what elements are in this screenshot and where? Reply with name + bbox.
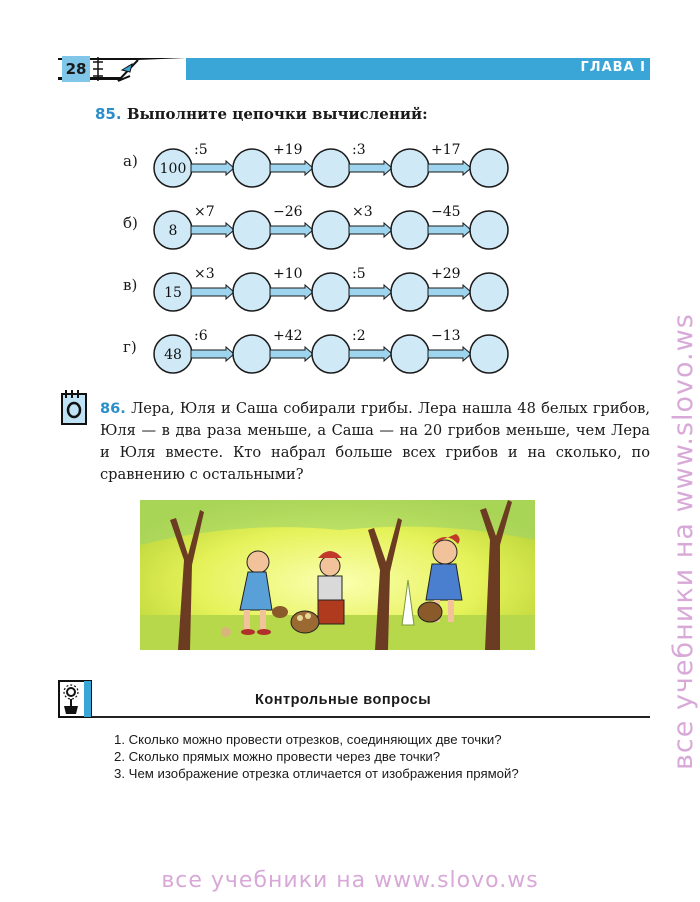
- chain-diagram: [151, 264, 531, 314]
- chain-answer-circle[interactable]: [391, 211, 429, 249]
- chain-letter: в): [123, 276, 138, 294]
- question-item: 3. Чем изображение отрезка отличается от изображения прямой?: [114, 766, 519, 781]
- chain-arrow: [349, 161, 392, 175]
- task-86: [100, 398, 650, 486]
- chain-answer-circle[interactable]: [470, 273, 508, 311]
- chain-operation: ×3: [194, 266, 215, 282]
- chain-arrow: [270, 347, 313, 361]
- chain-arrow: [191, 161, 234, 175]
- chain-answer-circle[interactable]: [233, 273, 271, 311]
- chain-arrow: [349, 347, 392, 361]
- question-item: 2. Сколько прямых можно провести через две точки?: [114, 749, 441, 764]
- task-86-text: Лера, Юля и Саша собирали грибы. Лера нашла 48 белых грибов, Юля — в два раза меньше, а Саша — на 20 грибов меньше, чем Лера и Юля вместе. Кто набрал больше всех грибов и на сколько, по сравнению с остальными?: [100, 400, 651, 483]
- chain-answer-circle[interactable]: [312, 335, 350, 373]
- chain-arrow: [349, 285, 392, 299]
- chain-arrow: [270, 223, 313, 237]
- chain-start-value: 100: [159, 161, 187, 177]
- chapter-title: ГЛАВА I: [580, 60, 646, 75]
- chain-operation: −13: [431, 328, 461, 344]
- chain-answer-circle[interactable]: [391, 149, 429, 187]
- spiral-icon: [92, 56, 104, 82]
- chain-answer-circle[interactable]: [312, 149, 350, 187]
- chain-answer-circle[interactable]: [312, 273, 350, 311]
- chain-diagram: [151, 326, 531, 376]
- chain-operation: +42: [273, 328, 303, 344]
- chain-arrow: [191, 223, 234, 237]
- chain-answer-circle[interactable]: [312, 211, 350, 249]
- chain-operation: +19: [273, 142, 303, 158]
- chain-row: [123, 140, 523, 190]
- chain-start-value: 15: [164, 285, 182, 301]
- bottom-watermark: все учебники на www.slovo.ws: [161, 868, 539, 893]
- chain-operation: +17: [431, 142, 461, 158]
- chain-arrow: [428, 223, 471, 237]
- chain-letter: г): [123, 338, 137, 356]
- chain-start-value: 48: [164, 347, 182, 363]
- chain-arrow: [428, 347, 471, 361]
- chain-operation: −45: [431, 204, 461, 220]
- chain-operation: ×7: [194, 204, 215, 220]
- control-questions-list: [114, 731, 519, 782]
- chain-answer-circle[interactable]: [470, 335, 508, 373]
- chain-row: [123, 264, 523, 314]
- task-85-text: Выполните цепочки вычислений:: [126, 105, 428, 123]
- notebook-marker-icon: [58, 388, 90, 428]
- pencil-icon: [116, 54, 186, 84]
- task-85-heading: [95, 105, 428, 123]
- chain-operation: +29: [431, 266, 461, 282]
- page-header: [58, 54, 650, 82]
- chain-row: [123, 202, 523, 252]
- question-item: 1. Сколько можно провести отрезков, соединяющих две точки?: [114, 732, 502, 747]
- chain-answer-circle[interactable]: [470, 149, 508, 187]
- chain-diagram: [151, 140, 531, 190]
- chain-answer-circle[interactable]: [233, 149, 271, 187]
- chain-letter: а): [123, 152, 138, 170]
- chain-answer-circle[interactable]: [233, 335, 271, 373]
- vertical-watermark: [662, 130, 700, 780]
- chain-arrow: [428, 285, 471, 299]
- chain-answer-circle[interactable]: [233, 211, 271, 249]
- page-number: 28: [62, 56, 90, 82]
- chain-answer-circle[interactable]: [470, 211, 508, 249]
- chain-arrow: [270, 285, 313, 299]
- task-86-number: 86.: [100, 400, 126, 417]
- chain-arrow: [191, 285, 234, 299]
- vertical-watermark-text: все учебники на www.slovo.ws: [668, 313, 699, 770]
- chain-operation: :5: [194, 142, 208, 158]
- chain-operation: :6: [194, 328, 208, 344]
- control-questions-title: Контрольные вопросы: [255, 692, 432, 708]
- mushroom-picking-illustration: [140, 500, 535, 650]
- chain-operation: +10: [273, 266, 303, 282]
- chain-operation: :2: [352, 328, 366, 344]
- chain-operation: :3: [352, 142, 366, 158]
- chain-row: [123, 326, 523, 376]
- chain-operation: ×3: [352, 204, 373, 220]
- chain-arrow: [349, 223, 392, 237]
- chain-diagram: [151, 202, 531, 252]
- task-85-number: 85.: [95, 105, 122, 123]
- chain-arrow: [270, 161, 313, 175]
- chain-arrow: [191, 347, 234, 361]
- chain-start-value: 8: [168, 223, 178, 239]
- chain-answer-circle[interactable]: [391, 273, 429, 311]
- chain-operation: −26: [273, 204, 303, 220]
- chain-letter: б): [123, 214, 138, 232]
- chain-arrow: [428, 161, 471, 175]
- chain-operation: :5: [352, 266, 366, 282]
- control-divider: [92, 716, 650, 718]
- chain-answer-circle[interactable]: [391, 335, 429, 373]
- flower-pot-icon: [58, 680, 92, 718]
